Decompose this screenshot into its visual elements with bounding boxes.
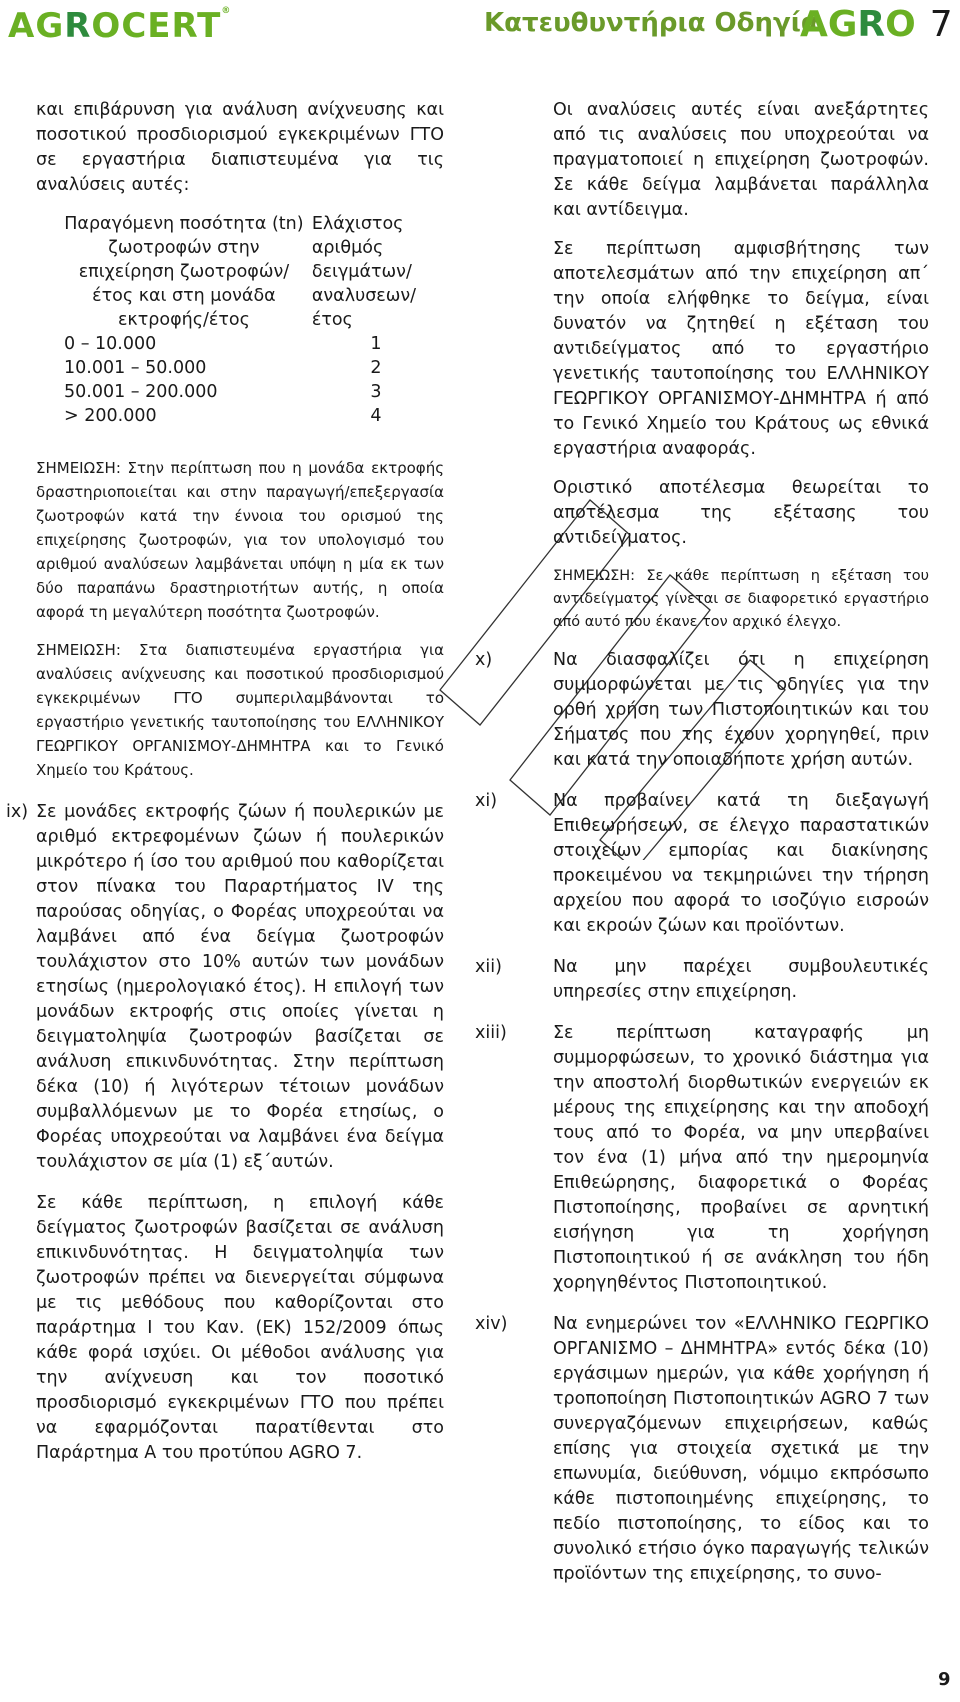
samples-table [60, 212, 444, 428]
table-row [60, 380, 444, 404]
list-item-text: Σε περίπτωση καταγραφής μη συμμορφώσεων, το χρονικό διάστημα για την αποστολή διορθωτικών ενεργειών εκ μέρους της επιχείρησης και την αποδοχή τους από το Φορέα, να μην υπερβαίνει τον ένα (1) μήνα από την ημερομηνία Επιθεώρησης, διαφορετικά ο Φορέας Πιστοποίησης, προβαίνει σε αρνητική εισήγηση για τη χορήγηση Πιστοποιητικού ή σε ανάκληση του ήδη χορηγηθέντος Πιστοποιητικού. [553, 1023, 929, 1293]
note-paragraph: ΣΗΜΕΙΩΣΗ: Στα διαπιστευμένα εργαστήρια για αναλύσεις ανίχνευσης και ποσοτικού προσδιορισμού εγκεκριμένων ΓΤΟ συμπεριλαμβάνονται το εργαστήριο γενετικής ταυτοποίησης του ΕΛΛΗΝΙΚΟΥ ΓΕΩΡΓΙΚΟΥ ΟΡΓΑΝΙΣΜΟΥ-ΔΗΜΗΤΡΑ και το Γενικό Χημείο του Κράτους. [36, 641, 444, 779]
right-column [475, 98, 929, 1603]
page-number: 9 [938, 1669, 951, 1690]
list-item-text: Να προβαίνει κατά τη διεξαγωγή Επιθεωρήσεων, σε έλεγχο παραστατικών στοιχείων εμπορίας και διακίνησης προκειμένου να τεκμηριώνει την τήρηση αρχείου που αφορά το ισοζύγιο εισροών και εκροών ζώων και προϊόντων. [553, 791, 929, 936]
list-item-label: xi) [475, 791, 498, 811]
list-item-label: xiii) [475, 1023, 507, 1043]
table-row [60, 404, 444, 428]
list-item-label: xii) [475, 957, 502, 977]
paragraph: Οι αναλύσεις αυτές είναι ανεξάρτητες από τις αναλύσεις που υποχρεούται να πραγματοποιεί η επιχείρηση ζωοτροφών. Σε κάθε δείγμα λαμβάνεται παράλληλα και αντίδειγμα. [553, 100, 929, 220]
list-item-text: Να ενημερώνει τον «ΕΛΛΗΝΙΚΟ ΓΕΩΡΓΙΚΟ ΟΡΓΑΝΙΣΜΟ – ΔΗΜΗΤΡΑ» εντός δέκα (10) εργάσιμων ημερών, για κάθε χορήγηση ή τροποποίηση Πιστοποιητικών AGRO 7 των συνεργαζόμενων επιχειρήσεων, καθώς επίσης για στοιχεία σχετικά με την επωνυμία, διεύθυνση, νόμιμο εκπρόσωπο κάθε πιστοποιημένης επιχείρησης, το πεδίο πιστοποίησης, το είδος και το συνολικό ετήσιο όγκο παραγωγής τελικών προϊόντων της επιχείρησης, το συνο- [553, 1314, 929, 1584]
table-cell-range: 0 – 10.000 [64, 334, 157, 354]
note-paragraph: ΣΗΜΕΙΩΣΗ: Στην περίπτωση που η μονάδα εκτροφής δραστηριοποιείται και στην παραγωγή/επεξεργασία ζωοτροφών κατά την έννοια του ορισμού της επιχείρησης ζωοτροφών, για τον υπολογισμό του αριθμού αναλύσεων λαμβάνεται υπόψη η μία εκ των δύο παραπάνω δραστηριοτήτων αυτής, η οποία αφορά τη μεγαλύτερη ποσότητα ζωοτροφών. [36, 459, 444, 621]
agro-logo [800, 4, 953, 45]
agrocert-logo [8, 6, 231, 46]
table-header-min-samples: Ελάχιστος αριθμός δειγμάτων/αναλυσεων/έτος [311, 214, 417, 330]
logo-text-ocert: OCERT [91, 6, 222, 46]
list-item-xiii [475, 1021, 929, 1296]
logo-text-r: R [857, 4, 886, 45]
table-cell-min: 1 [370, 334, 382, 354]
table-header-row [60, 212, 444, 332]
list-item-xii [475, 955, 929, 1005]
header-title: Κατευθυντήρια Οδηγία [484, 8, 819, 38]
left-column [6, 98, 444, 1480]
table-row [60, 356, 444, 380]
standard-number: 7 [929, 4, 953, 45]
logo-text-r: R [64, 6, 92, 46]
table-cell-range: 50.001 – 200.000 [64, 382, 218, 402]
list-item-xi [475, 789, 929, 939]
final-paragraph: Σε κάθε περίπτωση, η επιλογή κάθε δείγματος ζωοτροφών βασίζεται σε ανάλυση επικινδυνότητας. Η δειγματοληψία των ζωοτροφών πρέπει να διενεργείται σύμφωνα με τις μεθόδους που καθορίζονται στο παράρτημα Ι του Καν. (ΕΚ) 152/2009 όπως κάθε φορά ισχύει. Οι μέθοδοι ανάλυσης για την ανίχνευση και τον ποσοτικό προσδιορισμό εγκεκριμένων ΓΤΟ που πρέπει να εφαρμόζονται παρατίθενται στο Παράρτημα Α του προτύπου AGRO 7. [36, 1193, 444, 1463]
logo-text-ag: AG [800, 4, 858, 45]
page-header [0, 0, 960, 58]
list-item-x [475, 648, 929, 773]
registered-mark: ® [221, 6, 232, 16]
list-item-label: xiv) [475, 1314, 508, 1334]
list-item-label: ix) [6, 802, 29, 822]
list-item-text: Να μην παρέχει συμβουλευτικές υπηρεσίες στην επιχείρηση. [553, 957, 929, 1002]
paragraph: Σε περίπτωση αμφισβήτησης των αποτελεσμάτων από την επιχείρηση απ΄ την οποία ελήφθηκε το δείγμα, είναι δυνατόν να ζητηθεί η εξέταση του αντιδείγματος από το εργαστήριο γενετικής ταυτοποίησης του ΕΛΛΗΝΙΚΟΥ ΓΕΩΡΓΙΚΟΥ ΟΡΓΑΝΙΣΜΟΥ-ΔΗΜΗΤΡΑ ή από το Γενικό Χημείο του Κράτους ως εθνικά εργαστήρια αναφοράς. [553, 239, 929, 459]
logo-text-o: O [885, 4, 916, 45]
table-cell-min: 3 [370, 382, 382, 402]
table-header-quantity: Παραγόμενη ποσότητα (tn) ζωοτροφών στην επιχείρηση ζωοτροφών/έτος και στη μονάδα εκτροφής/έτος [64, 214, 304, 330]
table-cell-min: 2 [370, 358, 382, 378]
paragraph: Οριστικό αποτέλεσμα θεωρείται το αποτέλεσμα της εξέτασης του αντιδείγματος. [553, 478, 929, 548]
table-cell-range: > 200.000 [64, 406, 157, 426]
logo-text-ag: AG [8, 6, 65, 46]
list-item-ix [6, 800, 444, 1175]
table-cell-min: 4 [370, 406, 382, 426]
list-item-xiv [475, 1312, 929, 1587]
note-paragraph: ΣΗΜΕΙΩΣΗ: Σε κάθε περίπτωση η εξέταση του αντιδείγματος γίνεται σε διαφορετικό εργαστήριο από αυτό που έκανε τον αρχικό έλεγχο. [553, 568, 929, 630]
list-item-text: Να διασφαλίζει ότι η επιχείρηση συμμορφώνεται με τις οδηγίες για την ορθή χρήση των Πιστοποιητικών και του Σήματος που της έχουν χορηγηθεί, πριν και κατά την οποιαδήποτε χρήση αυτών. [553, 650, 929, 770]
list-item-label: x) [475, 650, 493, 670]
list-item-text: Σε μονάδες εκτροφής ζώων ή πουλερικών με αριθμό εκτρεφομένων ζώων ή πουλερικών μικρότερο ή ίσο του αριθμού που καθορίζεται στον πίνακα του Παραρτήματος IV της παρούσας οδηγίας, ο Φορέας υποχρεούται να λαμβάνει από ένα δείγμα ζωοτροφών τουλάχιστον στο 10% αυτών των μονάδων ετησίως (ημερολογιακό έτος). Η επιλογή των μονάδων εκτροφής στις οποίες γίνεται η δειγματοληψία ζωοτροφών βασίζεται σε ανάλυση επικινδυνότητας. Στην περίπτωση δέκα (10) ή λιγότερων τέτοιων μονάδων συμβαλλόμενων με το Φορέα ετησίως, ο Φορέας υποχρεούται να λαμβάνει ένα δείγμα τουλάχιστον σε μία (1) εξ΄αυτών. [36, 802, 444, 1172]
intro-paragraph: και επιβάρυνση για ανάλυση ανίχνευσης και ποσοτικού προσδιορισμού εγκεκριμένων ΓΤΟ σε εργαστήρια διαπιστευμένα για τις αναλύσεις αυτές: [36, 100, 444, 195]
table-cell-range: 10.001 – 50.000 [64, 358, 207, 378]
table-row [60, 332, 444, 356]
